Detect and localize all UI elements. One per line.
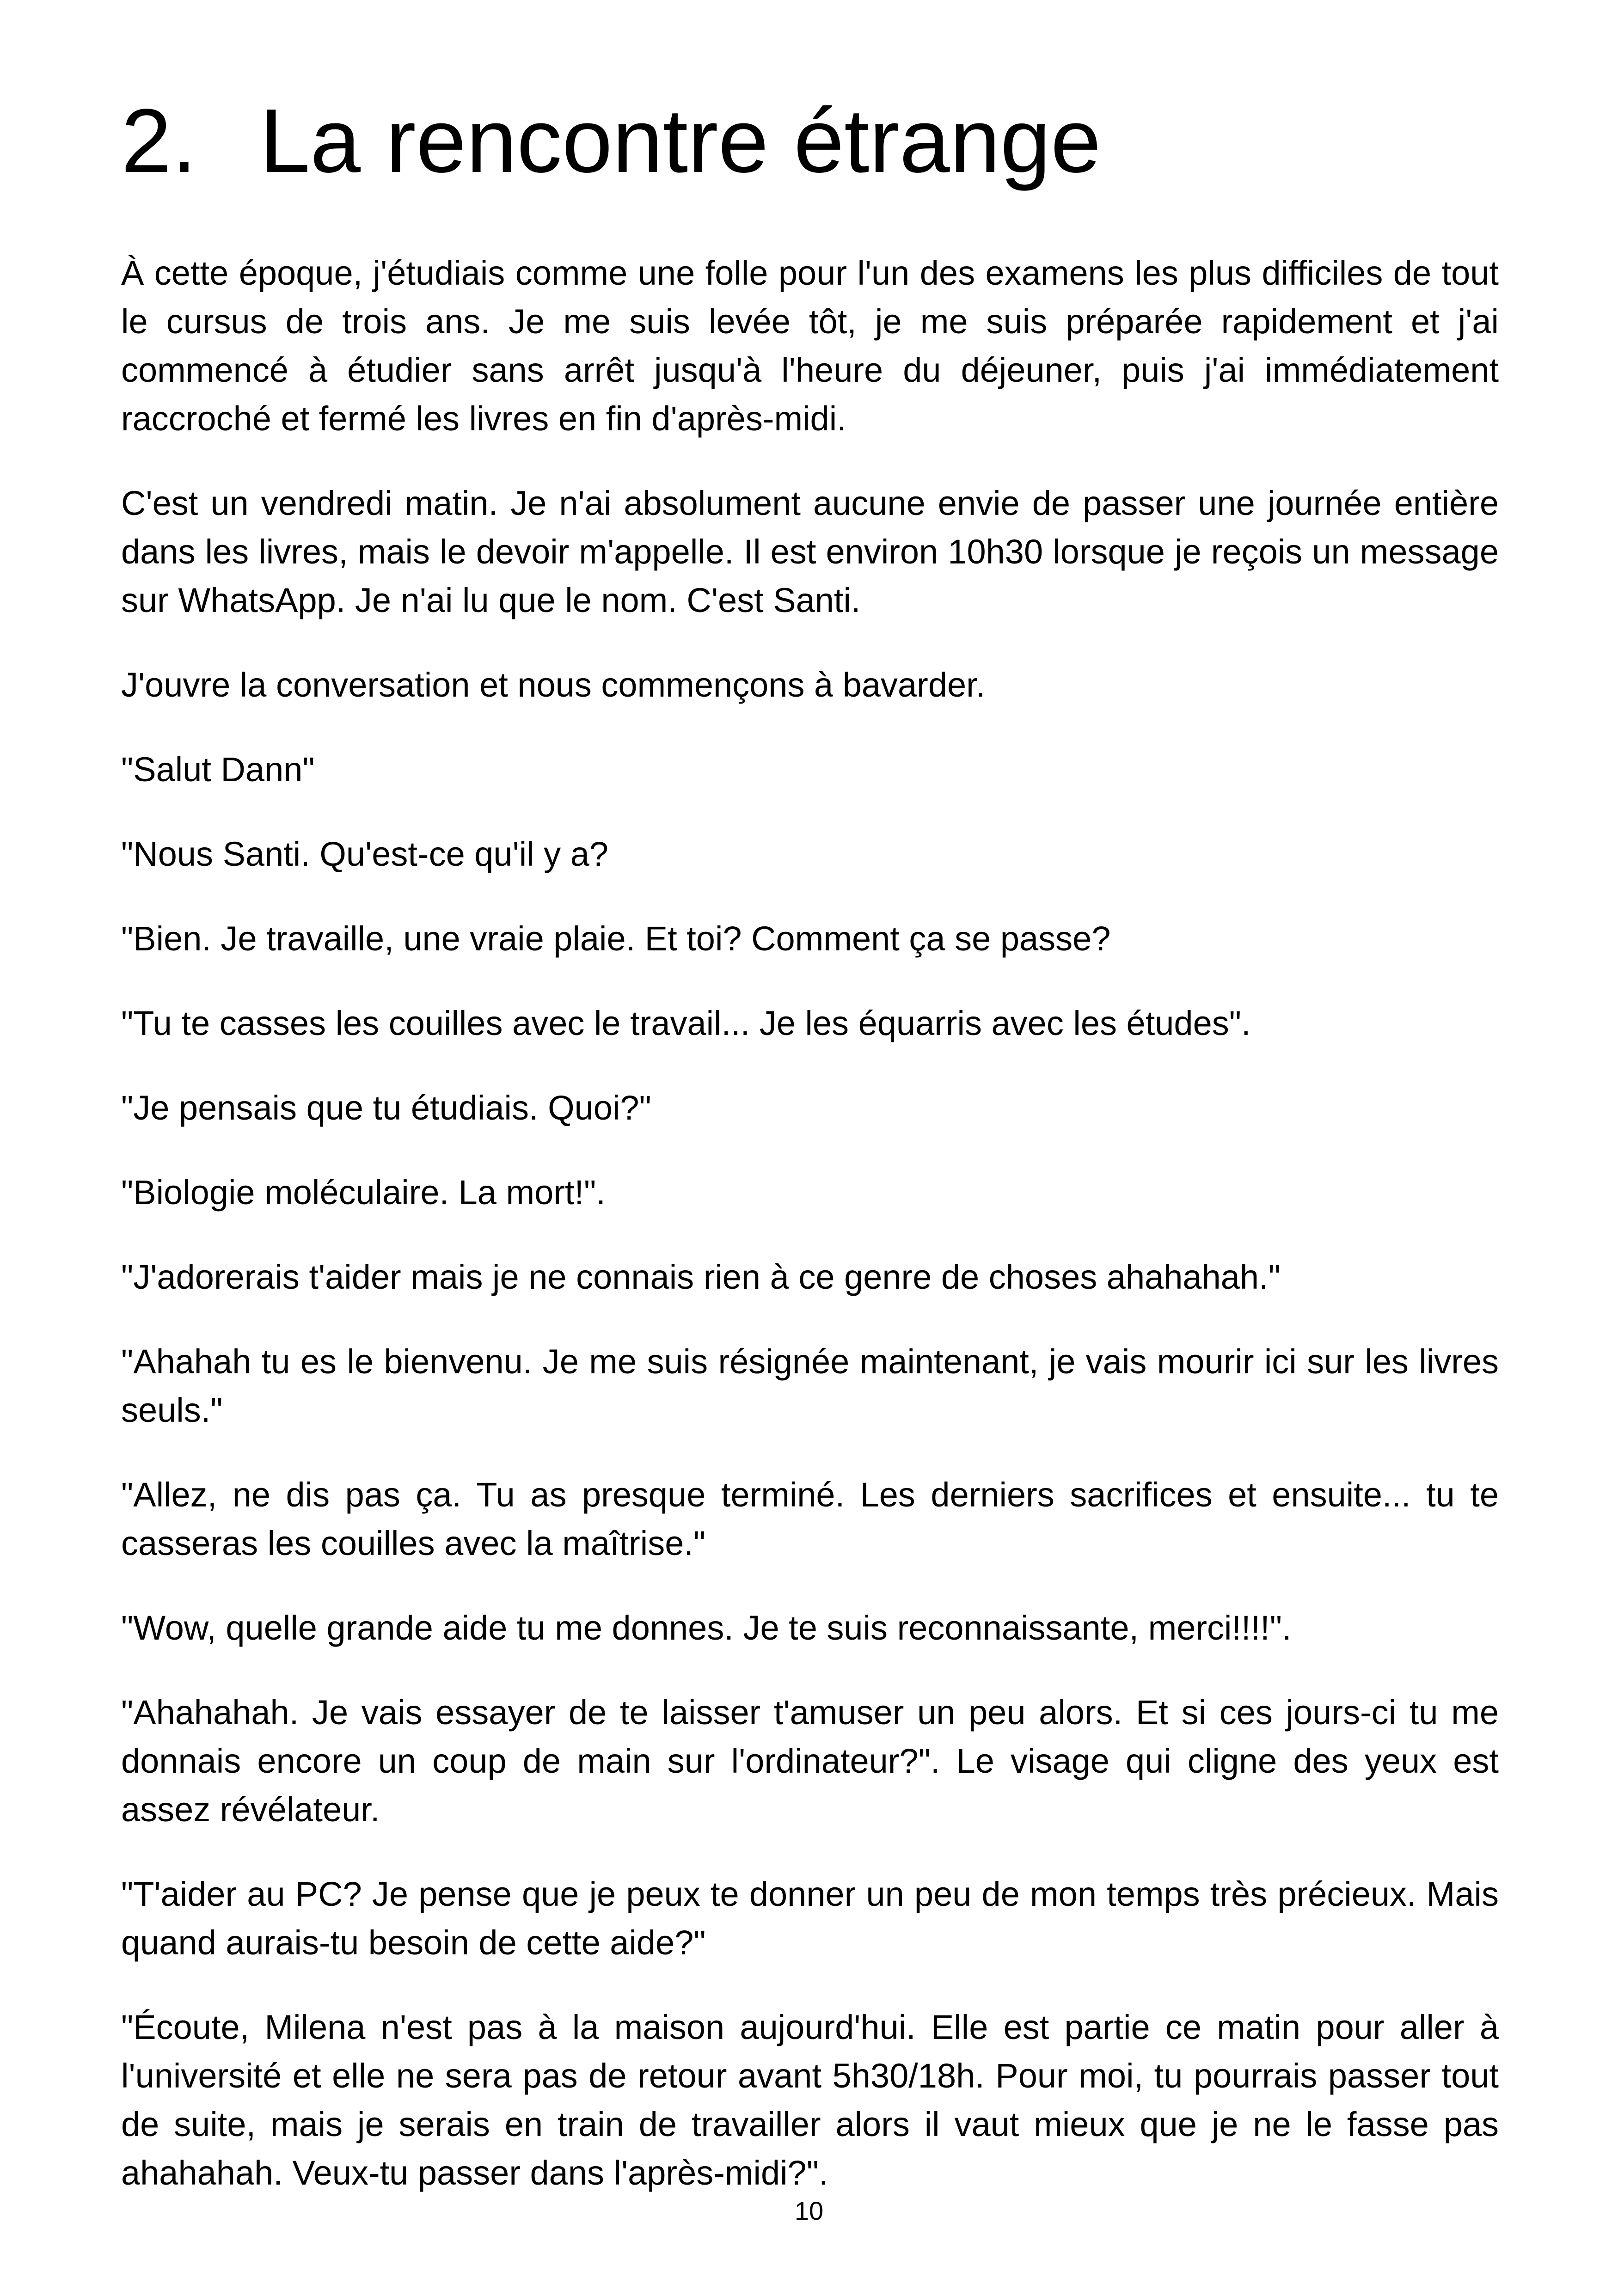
dialogue-paragraph: "Biologie moléculaire. La mort!".: [121, 1173, 606, 1212]
dialogue-paragraph: "Bien. Je travaille, une vraie plaie. Et toi? Comment ça se passe?: [121, 919, 1111, 958]
dialogue-paragraph: "Nous Santi. Qu'est-ce qu'il y a?: [121, 835, 609, 873]
dialogue-paragraph: "T'aider au PC? Je pense que je peux te donner un peu de mon temps très précieux. Mais quand aurais-tu besoin de cette aide?": [121, 1875, 1499, 1962]
paragraph: À cette époque, j'étudiais comme une folle pour l'un des examens les plus difficiles de tout le cursus de trois ans. Je me suis levée tôt, je me suis préparée rapidement et j'ai commencé à étudier sans arrêt jusqu'à l'heure du déjeuner, puis j'ai immédiatement raccroché et fermé les livres en fin d'après-midi.: [121, 254, 1499, 438]
dialogue-paragraph: "Wow, quelle grande aide tu me donnes. Je te suis reconnaissante, merci!!!!".: [121, 1609, 1292, 1647]
dialogue-paragraph: "Je pensais que tu étudiais. Quoi?": [121, 1089, 651, 1127]
dialogue-paragraph: "Ahahah tu es le bienvenu. Je me suis résignée maintenant, je vais mourir ici sur les livres seuls.": [121, 1342, 1499, 1429]
paragraph: C'est un vendredi matin. Je n'ai absolument aucune envie de passer une journée entière dans les livres, mais le devoir m'appelle. Il est environ 10h30 lorsque je reçois un message sur WhatsApp. Je n'ai lu que le nom. C'est Santi.: [121, 484, 1499, 619]
dialogue-paragraph: "Écoute, Milena n'est pas à la maison aujourd'hui. Elle est partie ce matin pour aller à l'université et elle ne sera pas de retour avant 5h30/18h. Pour moi, tu pourrais passer tout de suite, mais je serais en train de travailler alors il vaut mieux que je ne le fasse pas ahahahah. Veux-tu passer dans l'après-midi?".: [121, 2008, 1499, 2192]
dialogue-paragraph: "Tu te casses les couilles avec le travail... Je les équarris avec les études".: [121, 1004, 1251, 1042]
page-number: 10: [794, 2196, 824, 2225]
paragraph: J'ouvre la conversation et nous commençons à bavarder.: [121, 666, 986, 704]
dialogue-paragraph: "Ahahahah. Je vais essayer de te laisser t'amuser un peu alors. Et si ces jours-ci tu me donnais encore un coup de main sur l'ordinateur?". Le visage qui cligne des yeux est assez révélateur.: [121, 1693, 1499, 1829]
chapter-number: 2.: [121, 90, 197, 191]
body-text: [121, 249, 1499, 2233]
chapter-title: La rencontre étrange: [260, 90, 1101, 191]
dialogue-paragraph: "Allez, ne dis pas ça. Tu as presque terminé. Les derniers sacrifices et ensuite... tu te casseras les couilles avec la maîtrise.": [121, 1476, 1499, 1562]
dialogue-paragraph: "J'adorerais t'aider mais je ne connais rien à ce genre de choses ahahahah.": [121, 1258, 1281, 1296]
chapter-heading: [121, 88, 1101, 194]
dialogue-paragraph: "Salut Dann": [121, 750, 315, 789]
